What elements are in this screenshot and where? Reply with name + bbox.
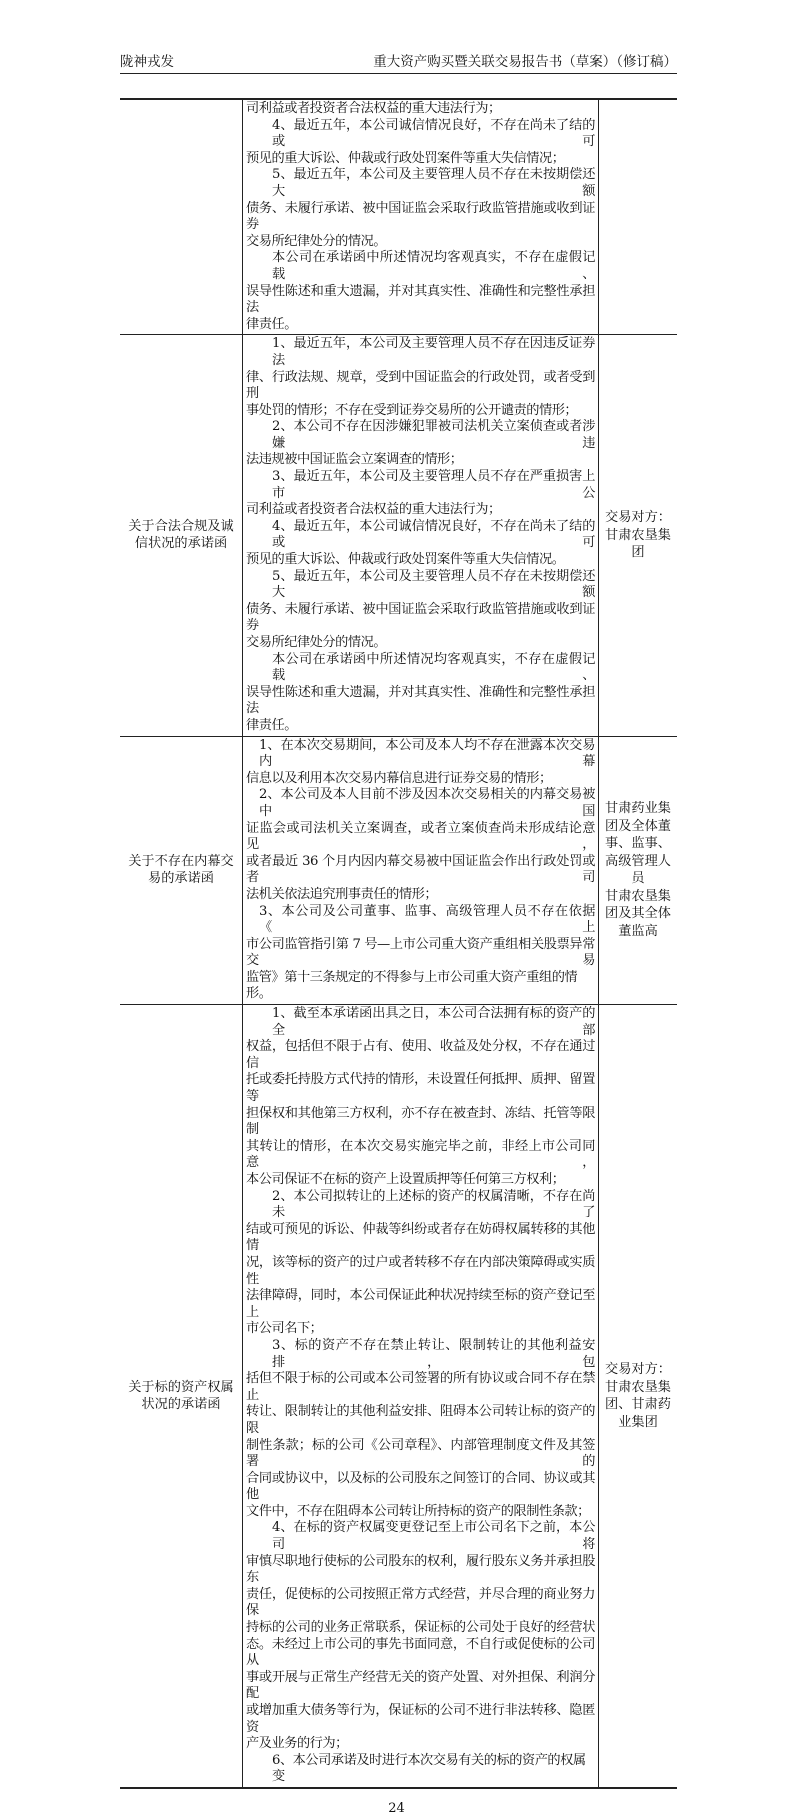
text-line: 责任，促使标的公司按照正常方式经营，并尽合理的商业努力保 [246,1586,595,1619]
text-line: 产及业务的行为； [246,1736,348,1752]
text-line: 4、在标的资产权属变更登记至上市公司名下之前，本公司将 [272,1520,595,1553]
text-line: 转让、限制转让的其他利益安排、阻碍本公司转让标的资产的限 [246,1404,595,1436]
commitment-paragraph [246,1006,595,1189]
text-line: 况，该等标的资产的过户或者转移不存在内部决策障碍或实质性 [246,1254,595,1287]
commitment-paragraph [246,250,595,333]
commitment-paragraph [246,469,595,519]
text-line: 本公司在承诺函中所述情况均客观真实，不存在虚假记载、 [272,250,595,282]
commitment-paragraph [246,167,595,250]
commitment-name-line: 信状况的承诺函 [134,536,228,552]
commitment-paragraph [246,336,595,419]
text-line: 3、本公司及公司董事、监事、高级管理人员不存在依据《上 [259,903,595,936]
text-line: 审慎尽职地行使标的公司股东的权利，履行股东义务并承担股东 [246,1553,595,1586]
commitment-party-line: 董监高 [618,923,658,939]
text-line: 4、最近五年，本公司诚信情况良好，不存在尚未了结的或可 [272,518,595,551]
page-header [120,52,677,74]
text-line: 本公司在承诺函中所述情况均客观真实，不存在虚假记载、 [272,651,595,684]
commitment-party-cell [599,1005,678,1788]
text-line: 制性条款；标的公司《公司章程》、内部管理制度文件及其签署的 [246,1437,595,1470]
commitment-party-line: 高级管理人 [605,853,671,869]
commitment-content-cell [243,99,599,335]
text-line: 信息以及利用本次交易内幕信息进行证券交易的情形； [246,770,552,786]
text-line: 2、本公司不存在因涉嫌犯罪被司法机关立案侦查或者涉嫌违 [272,419,595,451]
text-line: 担保权和其他第三方权利，亦不存在被查封、冻结、托管等限制 [246,1105,595,1138]
commitment-party-line: 员 [631,871,645,887]
commitment-name-line: 状况的承诺函 [141,1397,221,1413]
text-line: 持标的公司的业务正常联系，保证标的公司处于良好的经营状 [246,1620,595,1636]
text-line: 预见的重大诉讼、仲裁或行政处罚案件等重大失信情况； [246,150,565,166]
commitment-party-line: 团 [631,545,645,561]
commitment-party-line: 甘肃农垦集 [605,1379,671,1395]
commitment-paragraph [246,419,595,469]
text-line: 3、最近五年，本公司及主要管理人员不存在严重损害上市公 [272,469,595,501]
commitment-paragraph [246,1338,595,1521]
commitment-paragraph [246,1753,595,1786]
commitment-party-line: 交易对方： [605,1362,671,1378]
text-line: 司利益或者投资者合法权益的重大违法行为； [246,502,501,518]
text-line: 法机关依法追究刑事责任的情形； [246,886,438,902]
commitment-content-cell [243,736,599,1005]
commitment-paragraph [246,1520,595,1752]
commitment-party-line: 事、监事、 [605,836,671,852]
table-row [120,99,677,335]
commitment-party-line: 交易对方： [605,510,671,526]
commitment-party-line: 团及其全体 [605,906,671,922]
commitment-paragraph [246,569,595,652]
table-row [120,1005,677,1788]
text-line: 3、标的资产不存在禁止转让、限制转让的其他利益安排，包 [272,1337,595,1370]
text-line: 律、行政法规、规章，受到中国证监会的行政处罚，或者受到刑 [246,369,595,402]
text-line: 括但不限于标的公司或本公司签署的所有协议或合同不存在禁止 [246,1371,595,1403]
table-row [120,335,677,736]
commitment-name-line: 关于不存在内幕交 [128,853,234,869]
text-line: 交易所纪律处分的情况。 [246,233,387,249]
commitment-paragraph [246,652,595,735]
commitment-paragraph [246,787,595,903]
text-line: 监管》第十三条规定的不得参与上市公司重大资产重组的情形。 [246,969,578,1002]
table-row [120,736,677,1005]
commitment-party-line: 团、甘肃药 [605,1397,671,1413]
text-line: 态。未经过上市公司的事先书面同意，不自行或促使标的公司从 [246,1636,595,1669]
text-line: 5、最近五年，本公司及主要管理人员不存在未按期偿还大额 [272,167,595,199]
header-document-title: 重大资产购买暨关联交易报告书（草案）（修订稿） [373,54,677,70]
text-line: 司利益或者投资者合法权益的重大违法行为； [246,101,501,116]
text-line: 权益，包括但不限于占有、使用、收益及处分权，不存在通过信 [246,1039,595,1071]
text-line: 或增加重大债务等行为，保证标的公司不进行非法转移、隐匿资 [246,1703,595,1735]
commitment-name-cell [120,335,243,736]
text-line: 法律障碍，同时，本公司保证此种状况持续至标的资产登记至上 [246,1288,595,1320]
text-line: 误导性陈述和重大遗漏，并对其真实性、准确性和完整性承担法 [246,684,595,717]
text-line: 债务、未履行承诺、被中国证监会采取行政监管措施或收到证券 [246,601,595,634]
text-line: 4、最近五年，本公司诚信情况良好，不存在尚未了结的或可 [272,117,595,150]
text-line: 2、本公司拟转让的上述标的资产的权属清晰，不存在尚未了 [272,1188,595,1221]
commitment-name-cell [120,1005,243,1788]
commitment-table [120,98,677,1789]
text-line: 文件中，不存在阻碍本公司转让所持标的资产的限制性条款； [246,1503,590,1519]
text-line: 结或可预见的诉讼、仲裁等纠纷或者存在妨碍权属转移的其他情 [246,1221,595,1254]
commitment-name-line: 关于标的资产权属 [128,1379,234,1395]
commitment-name-line: 易的承诺函 [148,871,214,887]
commitment-name-cell [120,736,243,1005]
commitment-paragraph [246,904,595,1004]
commitment-paragraph [246,118,595,168]
text-line: 事或开展与正常生产经营无关的资产处置、对外担保、利润分配 [246,1669,595,1702]
commitment-paragraph [246,519,595,569]
text-line: 6、本公司承诺及时进行本次交易有关的标的资产的权属变 [272,1752,586,1785]
text-line: 1、在本次交易期间，本公司及本人均不存在泄露本次交易内幕 [259,737,595,770]
text-line: 5、最近五年，本公司及主要管理人员不存在未按期偿还大额 [272,568,595,601]
header-company: 陇神戎发 [120,54,174,70]
page-number: 24 [388,1801,405,1816]
text-line: 市公司监管指引第 7 号—上市公司重大资产重组相关股票异常交易 [246,936,595,969]
text-line: 本公司保证不在标的资产上设置质押等任何第三方权利； [246,1172,565,1187]
text-line: 或者最近 36 个月内因内幕交易被中国证监会作出行政处罚或者司 [246,853,595,886]
text-line: 法违规被中国证监会立案调查的情形； [246,452,463,468]
text-line: 交易所纪律处分的情况。 [246,635,387,650]
commitment-content-cell [243,335,599,736]
commitment-party-line: 团及全体董 [605,818,671,834]
commitment-party-cell [599,335,678,736]
commitment-paragraph [246,738,595,788]
text-line: 事处罚的情形；不存在受到证券交易所的公开谴责的情形； [246,402,578,418]
text-line: 债务、未履行承诺、被中国证监会采取行政监管措施或收到证券 [246,200,595,233]
commitment-party-cell [599,99,678,335]
commitment-paragraph [246,1189,595,1338]
commitment-name-line: 关于合法合规及诚 [128,518,234,534]
text-line: 律责任。 [246,316,297,332]
text-line: 市公司名下； [246,1321,323,1337]
text-line: 证监会或司法机关立案调查，或者立案侦查尚未形成结论意见， [246,820,595,853]
text-line: 律责任。 [246,717,297,733]
commitment-party-line: 业集团 [618,1414,658,1430]
commitment-name-cell [120,99,243,335]
text-line: 托或委托持股方式代持的情形，未设置任何抵押、质押、留置等 [246,1072,595,1105]
text-line: 预见的重大诉讼、仲裁或行政处罚案件等重大失信情况。 [246,552,565,568]
commitment-party-line: 甘肃农垦集 [605,888,671,904]
commitment-party-line: 甘肃药业集 [605,801,671,817]
text-line: 误导性陈述和重大遗漏，并对其真实性、准确性和完整性承担法 [246,283,595,316]
commitment-content-cell [243,1005,599,1788]
text-line: 其转让的情形，在本次交易实施完毕之前，非经上市公司同意， [246,1138,595,1171]
text-line: 1、截至本承诺函出具之日，本公司合法拥有标的资产的全部 [272,1006,595,1038]
text-line: 1、最近五年，本公司及主要管理人员不存在因违反证券法 [272,336,595,368]
commitment-paragraph [246,101,595,118]
commitment-party-cell [599,736,678,1005]
text-line: 2、本公司及本人目前不涉及因本次交易相关的内幕交易被中国 [259,787,595,819]
text-line: 合同或协议中，以及标的公司股东之间签订的合同、协议或其他 [246,1470,595,1503]
commitment-party-line: 甘肃农垦集 [605,527,671,543]
